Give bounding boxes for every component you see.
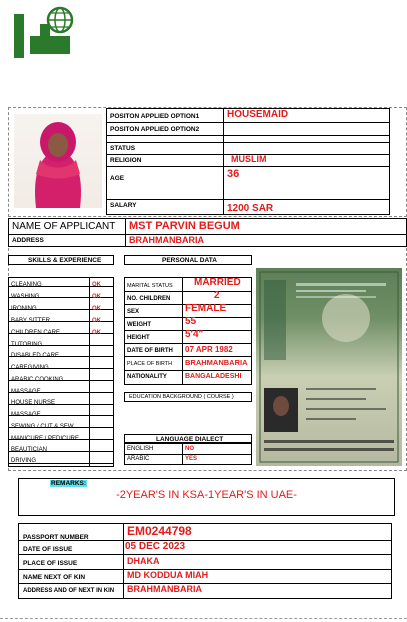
passport-number-label: PASSPORT NUMBER [23, 534, 89, 541]
skill-label-massage: MASSAGE [11, 389, 41, 395]
issue-date-label: DATE OF ISSUE [23, 546, 73, 553]
skill-label-house-nurse: HOUSE NURSE [11, 400, 56, 406]
skill-value-children-care: OK [92, 330, 101, 336]
skills-header: SKILLS & EXPERIENCE [28, 257, 102, 264]
salary-value: 1200 SAR [227, 203, 274, 214]
skill-label-disabled-care: DISABLED CARE [11, 353, 60, 359]
position-option1-value: HOUSEMAID [227, 109, 289, 120]
skill-value-baby-sitter: OK [92, 318, 101, 324]
skill-value-ironing: OK [92, 306, 101, 312]
name-value: MST PARVIN BEGUM [129, 220, 240, 232]
salary-label: SALARY [110, 202, 137, 209]
skills-column [8, 255, 114, 467]
height-label: HEIGHT [127, 335, 150, 341]
education-header: EDUCATION BACKGROUND ( COURSE ) [129, 394, 234, 400]
remarks-box [18, 478, 395, 516]
skill-label-ironing: IRONING [11, 306, 37, 312]
status-label: STATUS [110, 145, 136, 152]
english-value: NO [185, 446, 194, 452]
pob-value: BRAHMANBARIA [185, 358, 248, 367]
remarks-label: REMARKS: [51, 480, 87, 487]
sex-label: SEX [127, 309, 140, 315]
applicant-photo [14, 114, 102, 208]
position-option1-label: POSITON APPLIED OPTION1 [110, 113, 200, 120]
weight-value: 55 [185, 316, 197, 327]
skill-label-beautician: BEAUTICIAN [11, 447, 48, 453]
skill-label-children-care: CHILDREN CARE [11, 330, 61, 336]
skill-label-sewing: SEWING / CUT & SEW [11, 424, 74, 430]
dob-label: DATE OF BIRTH [127, 348, 173, 354]
passport-table [18, 523, 392, 599]
next-of-kin-label: NAME NEXT OF KIN [23, 574, 86, 581]
arabic-label: ARABIC [127, 456, 150, 462]
nationality-label: NATIONALITY [127, 374, 167, 380]
personal-header: PERSONAL DATA [162, 257, 217, 264]
religion-label: RELIGION [110, 157, 142, 164]
skill-label-arabic-cooking: ARABIC COOKING [11, 377, 64, 383]
marital-status-label: MARITAL STATUS [127, 283, 173, 289]
skill-label-washing: WASHING [11, 294, 40, 300]
skill-label-tutoring: TUTORING [11, 342, 43, 348]
company-logo [14, 6, 76, 58]
height-value: 5'4" [185, 329, 204, 340]
applicant-table [8, 218, 407, 247]
bottom-dashed-line [0, 618, 407, 619]
nationality-value: BANGALADESHI [185, 373, 242, 380]
next-of-kin-value: MD KODDUA MIAH [127, 570, 209, 580]
name-label: NAME OF APPLICANT [12, 221, 116, 232]
issue-place-value: DHAKA [127, 556, 160, 566]
children-label: NO. CHILDREN [127, 296, 171, 302]
address-value: BRAHMANBARIA [129, 235, 204, 245]
weight-label: WEIGHT [127, 322, 151, 328]
kin-address-label: ADDRESS AND OF NEXT IN KIN [23, 588, 115, 594]
skill-label-baby-sitter: BABY SITTER [11, 318, 50, 324]
religion-value: MUSLIM [231, 154, 267, 164]
skill-value-cleaning: OK [92, 282, 101, 288]
pob-label: PLACE OF BIRTH [127, 361, 173, 367]
issue-place-label: PLACE OF ISSUE [23, 560, 78, 567]
position-option2-label: POSITON APPLIED OPTION2 [110, 126, 200, 133]
skill-label-driving: DRIVING [11, 458, 37, 464]
kin-address-value: BRAHMANBARIA [127, 584, 202, 594]
arabic-value: YES [185, 456, 198, 462]
personal-column [124, 255, 252, 467]
globe-logo-icon [14, 6, 76, 58]
issue-date-value: 05 DEC 2023 [125, 541, 186, 552]
skill-label-caregiving: CAREGIVING [11, 365, 49, 371]
address-label: ADDRESS [12, 237, 44, 244]
skill-value-washing: OK [92, 294, 101, 300]
skill-label-manicure: MANICURE / PEDICURE [11, 436, 80, 442]
english-label: ENGLISH [127, 446, 154, 452]
passport-image [256, 268, 402, 466]
dob-value: 07 APR 1982 [185, 345, 233, 354]
position-table [106, 108, 390, 215]
skill-label-cleaning: CLEANING [11, 282, 42, 288]
remarks-text: -2YEAR'S IN KSA-1YEAR'S IN UAE- [116, 489, 297, 501]
age-value: 36 [227, 168, 240, 180]
passport-number-value: EM0244798 [127, 524, 192, 538]
marital-status-value: MARRIED [194, 277, 241, 288]
age-label: AGE [110, 175, 125, 182]
children-value: 2 [214, 290, 220, 301]
skill-label-massage-2: MASSAGE [11, 412, 41, 418]
sex-value: FEMALE [185, 303, 227, 314]
language-header: LANGUAGE DIALECT [156, 436, 224, 443]
